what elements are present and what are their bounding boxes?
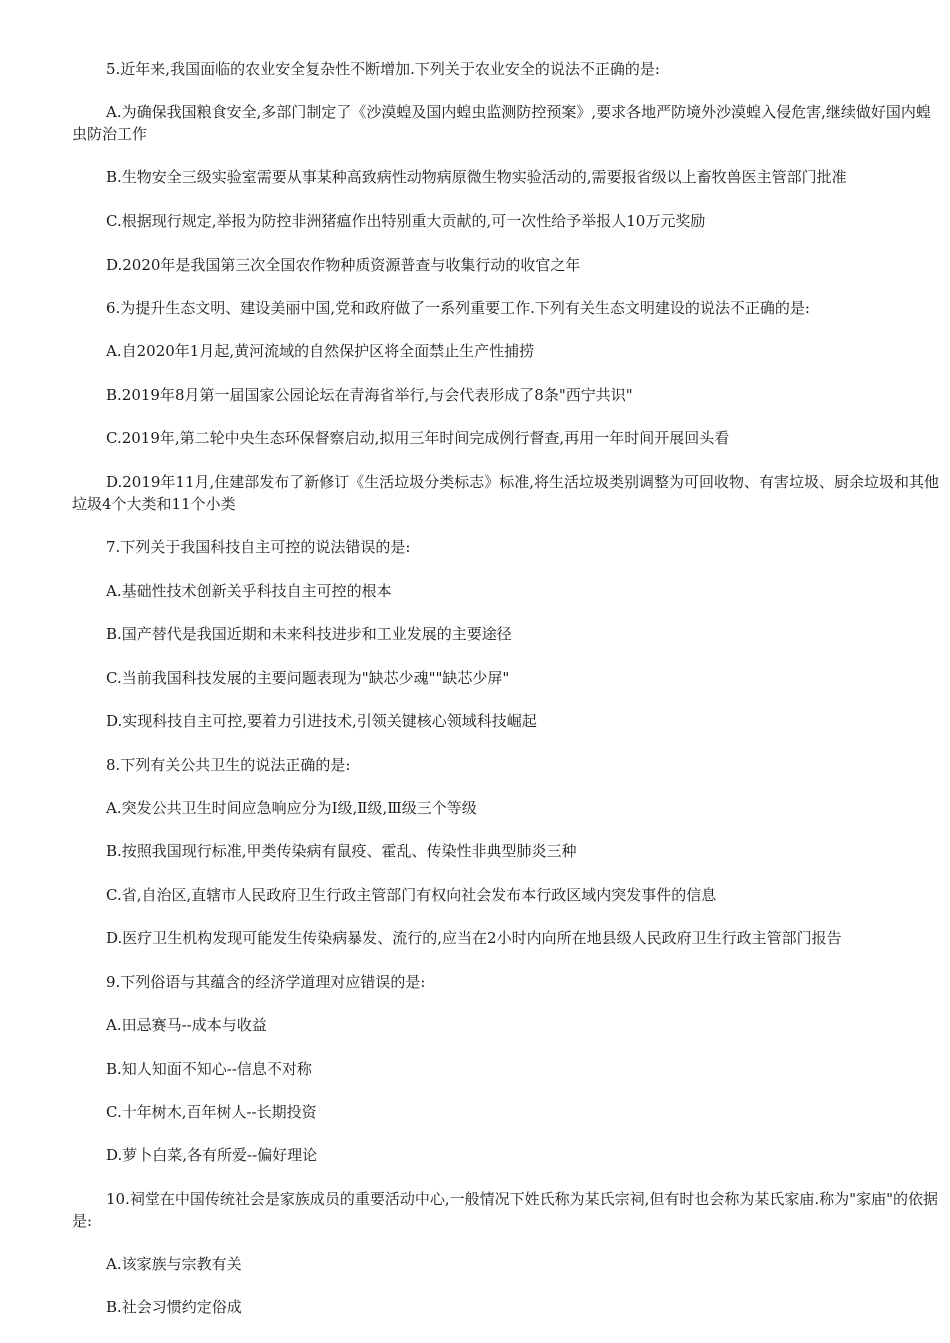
- question-6-option-c: C.2019年,第二轮中央生态环保督察启动,拟用三年时间完成例行督查,再用一年时间开展回头看: [106, 429, 730, 447]
- question-5-option-b: B.生物安全三级实验室需要从事某种高致病性动物病原微生物实验活动的,需要报省级以上畜牧兽医主管部门批准: [106, 168, 847, 186]
- question-5-option-d: D.2020年是我国第三次全国农作物种质资源普查与收集行动的收官之年: [106, 256, 581, 274]
- question-7-option-a: A.基础性技术创新关乎科技自主可控的根本: [106, 582, 392, 600]
- question-10-option-b: B.社会习惯约定俗成: [106, 1298, 242, 1316]
- question-5-option-c: C.根据现行规定,举报为防控非洲猪瘟作出特别重大贡献的,可一次性给予举报人10万元奖励: [106, 212, 706, 230]
- question-7-option-c: C.当前我国科技发展的主要问题表现为"缺芯少魂""缺芯少屏": [106, 669, 510, 687]
- question-9-option-c: C.十年树木,百年树人--长期投资: [106, 1103, 317, 1121]
- question-9-stem: 9.下列俗语与其蕴含的经济学道理对应错误的是:: [106, 973, 426, 991]
- question-9-option-b: B.知人知面不知心--信息不对称: [106, 1060, 312, 1078]
- question-8-stem: 8.下列有关公共卫生的说法正确的是:: [106, 756, 351, 774]
- question-9-option-a: A.田忌赛马--成本与收益: [106, 1016, 267, 1034]
- question-8-option-b: B.按照我国现行标准,甲类传染病有鼠疫、霍乱、传染性非典型肺炎三种: [106, 842, 577, 860]
- question-7-stem: 7.下列关于我国科技自主可控的说法错误的是:: [106, 538, 411, 556]
- question-9-option-d: D.萝卜白菜,各有所爱--偏好理论: [106, 1146, 318, 1164]
- question-6-option-a: A.自2020年1月起,黄河流域的自然保护区将全面禁止生产性捕捞: [106, 342, 535, 360]
- question-8-option-c: C.省,自治区,直辖市人民政府卫生行政主管部门有权向社会发布本行政区域内突发事件的信息: [106, 886, 717, 904]
- question-6-stem: 6.为提升生态文明、建设美丽中国,党和政府做了一系列重要工作.下列有关生态文明建设的说法不正确的是:: [106, 299, 810, 317]
- question-5-stem: 5.近年来,我国面临的农业安全复杂性不断增加.下列关于农业安全的说法不正确的是:: [106, 60, 660, 78]
- question-6-option-b: B.2019年8月第一届国家公园论坛在青海省举行,与会代表形成了8条"西宁共识": [106, 386, 633, 404]
- question-8-option-a: A.突发公共卫生时间应急响应分为Ⅰ级,Ⅱ级,Ⅲ级三个等级: [106, 799, 477, 817]
- question-7-option-b: B.国产替代是我国近期和未来科技进步和工业发展的主要途径: [106, 625, 512, 643]
- question-6-option-d: D.2019年11月,住建部发布了新修订《生活垃圾分类标志》标准,将生活垃圾类别调整为可回收物、有害垃圾、厨余垃圾和其他垃圾4个大类和11个小类: [72, 473, 940, 513]
- question-7-option-d: D.实现科技自主可控,要着力引进技术,引领关键核心领域科技崛起: [106, 712, 537, 730]
- question-5-option-a: A.为确保我国粮食安全,多部门制定了《沙漠蝗及国内蝗虫监测防控预案》,要求各地严防境外沙漠蝗入侵危害,继续做好国内蝗虫防治工作: [72, 103, 931, 143]
- question-10-option-a: A.该家族与宗教有关: [106, 1255, 242, 1273]
- question-10-stem: 10.祠堂在中国传统社会是家族成员的重要活动中心,一般情况下姓氏称为某氏宗祠,但有时也会称为某氏家庙.称为"家庙"的依据是:: [72, 1190, 938, 1230]
- question-8-option-d: D.医疗卫生机构发现可能发生传染病暴发、流行的,应当在2小时内向所在地县级人民政府卫生行政主管部门报告: [106, 929, 842, 947]
